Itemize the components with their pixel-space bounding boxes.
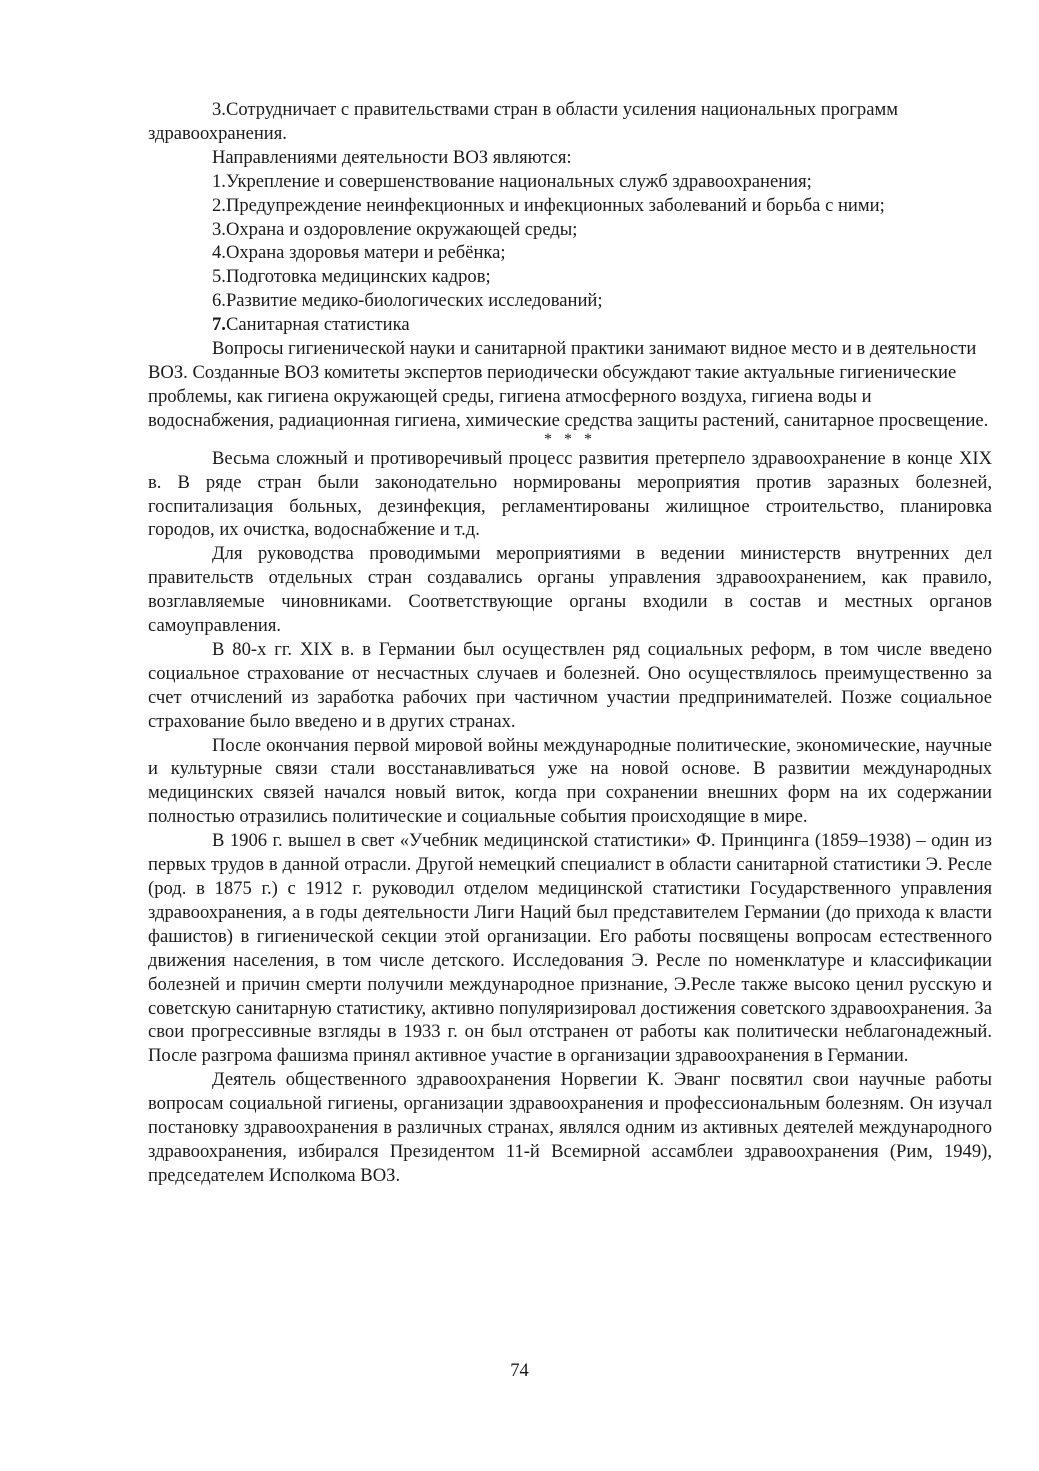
directions-list-item: 3.Охрана и оздоровление окружающей среды;: [212, 218, 578, 240]
body-paragraph: Деятель общественного здравоохранения Норвегии К. Эванг посвятил свои научные работы вопросам социальной гигиены, организации здравоохранения и профессиональным болезням. Он изучал постановку здравоохранения в различных странах, являлся одним из активных деятелей международного здравоохранения, избирался Президентом 11-й Всемирной ассамблеи здравоохранения (Рим, 1949), председателем Исполкома ВОЗ.: [148, 1069, 992, 1186]
body-paragraph: Весьма сложный и противоречивый процесс развития претерпело здравоохранение в конце XIX в. В ряде стран были законодательно нормированы мероприятия против заразных болезней, госпитализация больных, дезинфекция, регламентированы жилищное строительство, планировка городов, их очистка, водоснабжение и т.д.: [148, 447, 992, 541]
directions-list: [148, 170, 992, 337]
body-paragraph: После окончания первой мировой войны международные политические, экономические, научные и культурные связи стали восстанавливаться уже на новой основе. В развитии международных медицинских связей начался новый виток, когда при сохранении внешних форм на их содержании полностью отразились политические и социальные события происходящие в мире.: [148, 734, 992, 828]
directions-list-item: 6.Развитие медико-биологических исследований;: [212, 290, 603, 312]
directions-list-item: 2.Предупреждение неинфекционных и инфекционных заболеваний и борьба с ними;: [212, 194, 885, 216]
who-function-item-3-line1: 3.Сотрудничает с правительствами стран в области усиления национальных программ: [212, 99, 899, 120]
section-separator: * * *: [544, 430, 596, 448]
body-paragraph: Для руководства проводимыми мероприятиями в ведении министерств внутренних дел правительств отдельных стран создавались органы управления здравоохранением, как правило, возглавляемые чиновниками. Соответствующие органы входили в состав и местных органов самоуправления.: [148, 543, 992, 637]
who-function-item-3: [148, 98, 992, 146]
directions-item-7-number: 7.: [212, 314, 226, 336]
who-hygiene-paragraph: Вопросы гигиенической науки и санитарной практики занимают видное место и в деятельности ВОЗ. Созданные ВОЗ комитеты экспертов периодически обсуждают такие актуальные гигиенические проблемы, как гигиена окружающей среды, гигиена атмосферного воздуха, гигиена воды и водоснабжения, радиационная гигиена, химические средства защиты растений, санитарное просвещение.: [148, 338, 989, 431]
body-paragraph: В 80-х гг. XIX в. в Германии был осуществлен ряд социальных реформ, в том числе введено социальное страхование от несчастных случаев и болезней. Оно осуществлялось преимущественно за счет отчислений из заработка рабочих при частичном участии предпринимателей. Позже социальное страхование было введено и в других странах.: [148, 638, 992, 732]
directions-heading: Направлениями деятельности ВОЗ являются:: [212, 146, 572, 168]
page-number: 74: [510, 1360, 529, 1381]
directions-list-item: 5.Подготовка медицинских кадров;: [212, 266, 491, 288]
body-paragraph: В 1906 г. вышел в свет «Учебник медицинской статистики» Ф. Принцинга (1859–1938) – один из первых трудов в данной отрасли. Другой немецкий специалист в области санитарной статистики Э. Ресле (род. в 1875 г.) с 1912 г. руководил отделом медицинской статистики Государственного управления здравоохранения, а в годы деятельности Лиги Наций был представителем Германии (до прихода к власти фашистов) в гигиенической секции этой организации. Его работы посвящены вопросам естественного движения населения, в том числе детского. Исследования Э. Ресле по номенклатуре и классификации болезней и причин смерти получили международное признание, Э.Ресле также высоко ценил русскую и советскую санитарную статистику, активно популяризировал достижения советского здравоохранения. За свои прогрессивные взгляды в 1933 г. он был отстранен от работы как политически неблагонадежный. После разгрома фашизма принял активное участие в организации здравоохранения в Германии.: [148, 830, 992, 1067]
document-page: [148, 98, 992, 1188]
directions-item-7-text: Санитарная статистика: [225, 314, 410, 336]
directions-list-item: 4.Охрана здоровья матери и ребёнка;: [212, 242, 506, 264]
directions-list-item: 1.Укрепление и совершенствование национальных служб здравоохранения;: [212, 170, 812, 192]
directions-list-item-7: [148, 313, 992, 337]
who-function-item-3-line2: здравоохранения.: [148, 122, 287, 144]
